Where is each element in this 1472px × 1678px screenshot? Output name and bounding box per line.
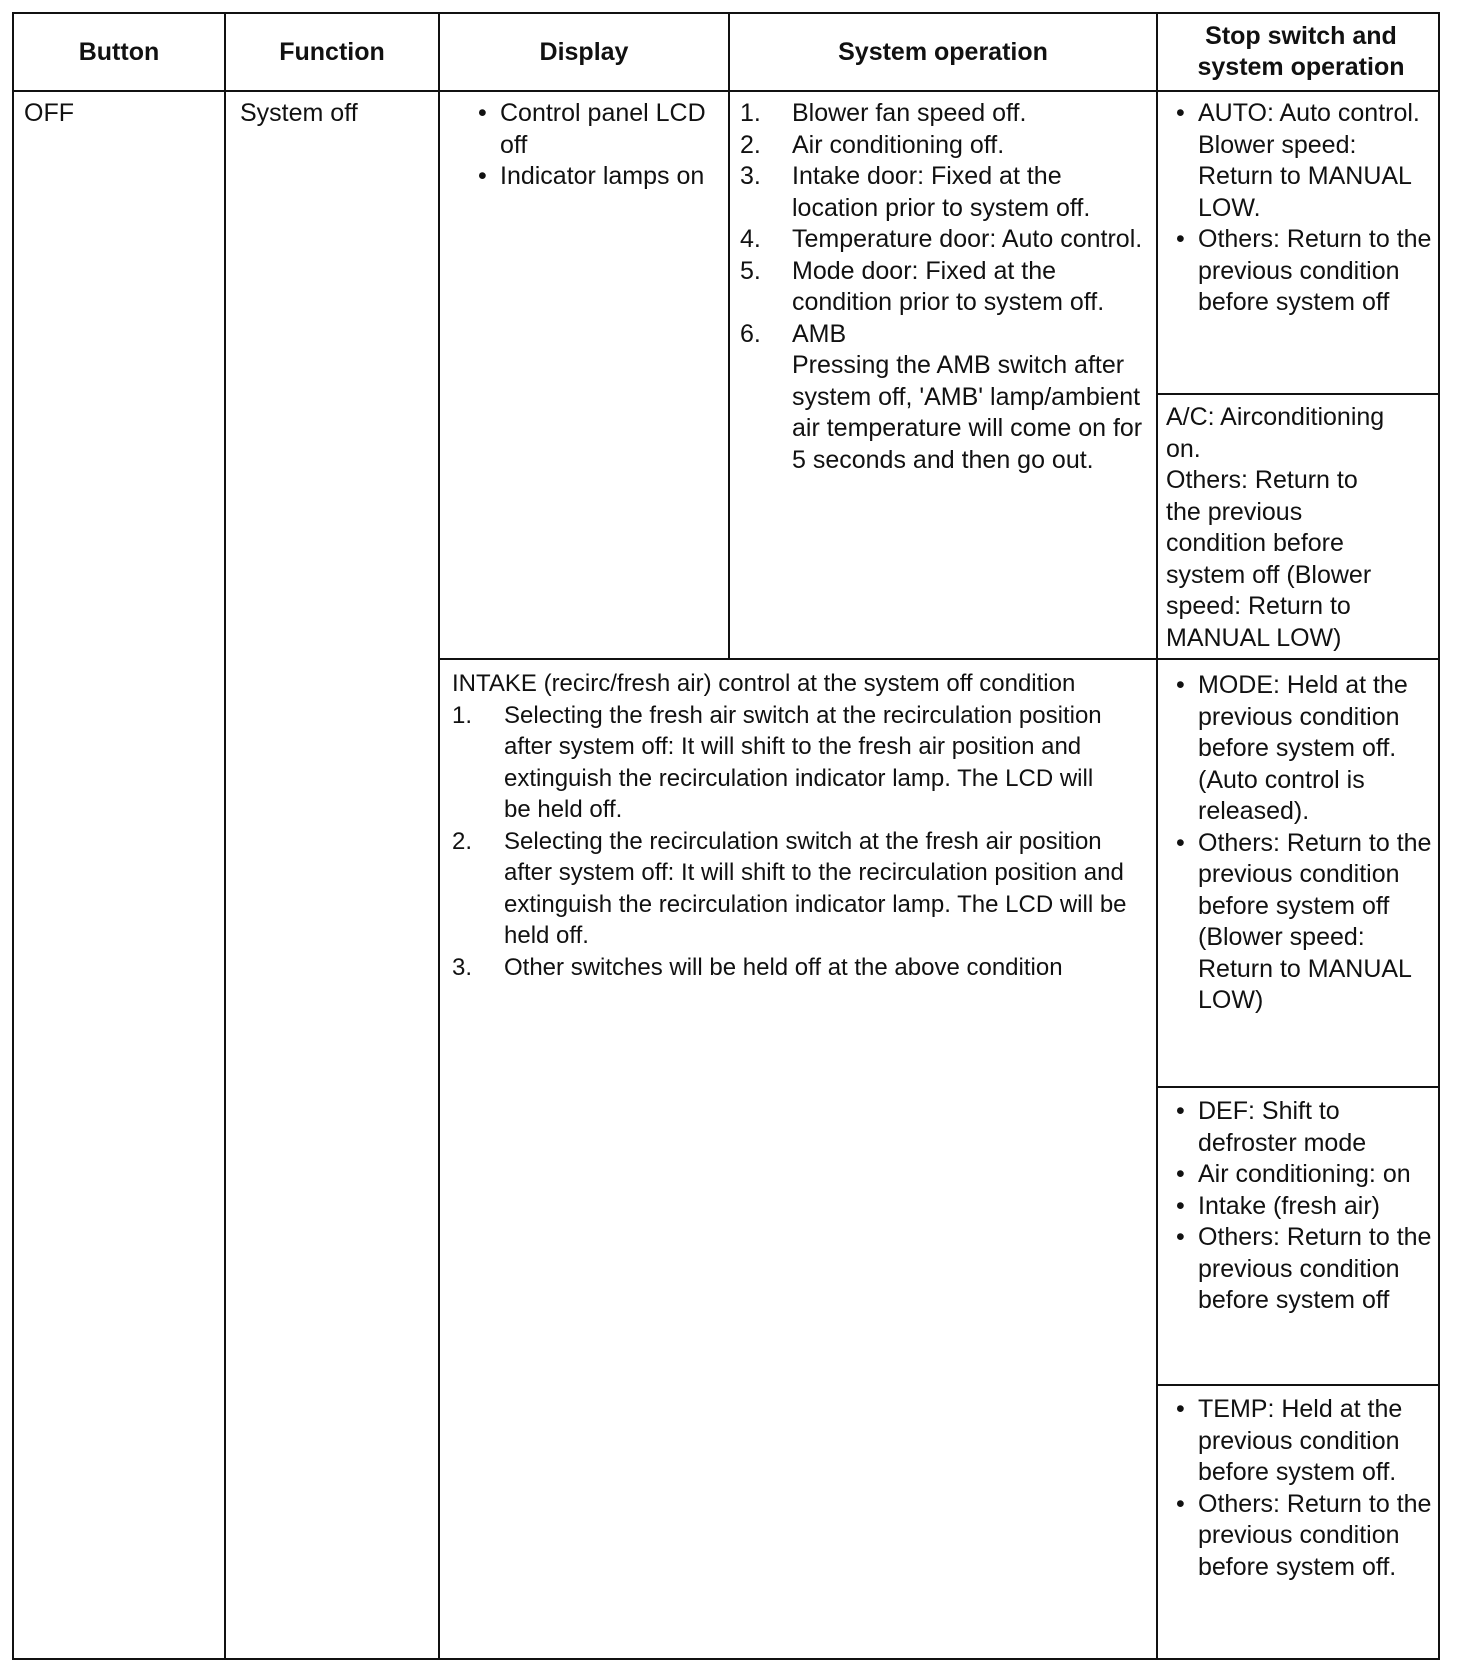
col-divider (224, 12, 226, 1660)
ac-line: A/C: Airconditioning on. (1166, 403, 1385, 463)
list-item: 3. Intake door: Fixed at the location prior to system off. (740, 162, 1091, 222)
list-item: • Intake (fresh air) (1170, 1191, 1432, 1223)
row-divider (1156, 393, 1440, 395)
stop-mode-cell (1170, 670, 1432, 1017)
list-item: 1. Blower fan speed off. (740, 99, 1027, 127)
header-stop-switch: Stop switch and system operation (1197, 22, 1405, 81)
amb-note: Pressing the AMB switch after system off, 'AMB' lamp/ambient air temperature will come on for 5 seconds and then go out. (792, 351, 1143, 474)
display-item: • Indicator lamps on (472, 161, 722, 193)
display-item: • Control panel LCD off (472, 98, 722, 161)
stop-temp-list (1170, 1394, 1432, 1583)
list-item: 2. Air conditioning off. (740, 130, 1005, 159)
list-item: • AUTO: Auto control. Blower speed: Return to MANUAL LOW. (1170, 98, 1432, 224)
button-value: OFF (24, 99, 74, 127)
list-item: • Others: Return to the previous condition before system off (1170, 224, 1432, 319)
display-cell (472, 98, 722, 193)
stop-mode-list (1170, 670, 1432, 1017)
list-item: • TEMP: Held at the previous condition before system off. (1170, 1394, 1432, 1489)
list-item: 3. Other switches will be held off at the above condition (452, 953, 1063, 981)
intake-title: INTAKE (recirc/fresh air) control at the system off condition (452, 670, 1076, 697)
stop-temp-cell (1170, 1394, 1432, 1583)
list-item: • Others: Return to the previous condition before system off (Blower speed: Return to MANUAL LOW) (1170, 828, 1432, 1017)
stop-auto-list (1170, 98, 1432, 319)
system-operation-list (740, 98, 1148, 350)
list-item: • Others: Return to the previous condition before system off (1170, 1222, 1432, 1317)
intake-list (452, 700, 1150, 984)
list-item: • Others: Return to the previous condition before system off. (1170, 1489, 1432, 1584)
list-item: 4. Temperature door: Auto control. (740, 225, 1143, 253)
intake-cell (452, 668, 1150, 983)
col-divider (728, 12, 730, 660)
ac-others: Others: Return to the previous condition before system off (Blower speed: Return to MANUAL LOW) (1166, 466, 1372, 652)
list-item: 5. Mode door: Fixed at the condition prior to system off. (740, 256, 1105, 316)
row-divider (1156, 1086, 1440, 1088)
stop-auto-cell (1170, 98, 1432, 319)
col-divider (1156, 12, 1158, 1660)
header-display: Display (539, 37, 629, 66)
header-function: Function (279, 37, 385, 66)
list-item: • DEF: Shift to defroster mode (1170, 1096, 1432, 1159)
stop-def-list (1170, 1096, 1432, 1317)
row-divider (438, 658, 1440, 660)
row-divider (1156, 1384, 1440, 1386)
list-item: • Air conditioning: on (1170, 1159, 1432, 1191)
list-item: • MODE: Held at the previous condition before system off. (Auto control is released). (1170, 670, 1432, 828)
function-value: System off (240, 99, 358, 127)
stop-def-cell (1170, 1096, 1432, 1317)
header-button: Button (78, 37, 160, 66)
header-divider (12, 90, 1440, 92)
display-list (472, 98, 722, 193)
header-system-operation: System operation (838, 37, 1048, 66)
system-operation-cell (740, 98, 1148, 476)
stop-ac-cell (1166, 402, 1396, 654)
list-item: 2. Selecting the recirculation switch at the fresh air position after system off: It will shift to the recirculation position and extinguish the recirculation indicator lamp. The LCD will be held off. (452, 827, 1127, 949)
col-divider (438, 12, 440, 1660)
list-item: 1. Selecting the fresh air switch at the recirculation position after system off: It will shift to the fresh air position and extinguish the recirculation indicator lamp. The LCD will be held off. (452, 701, 1102, 823)
list-item: 6. AMB (740, 319, 847, 348)
